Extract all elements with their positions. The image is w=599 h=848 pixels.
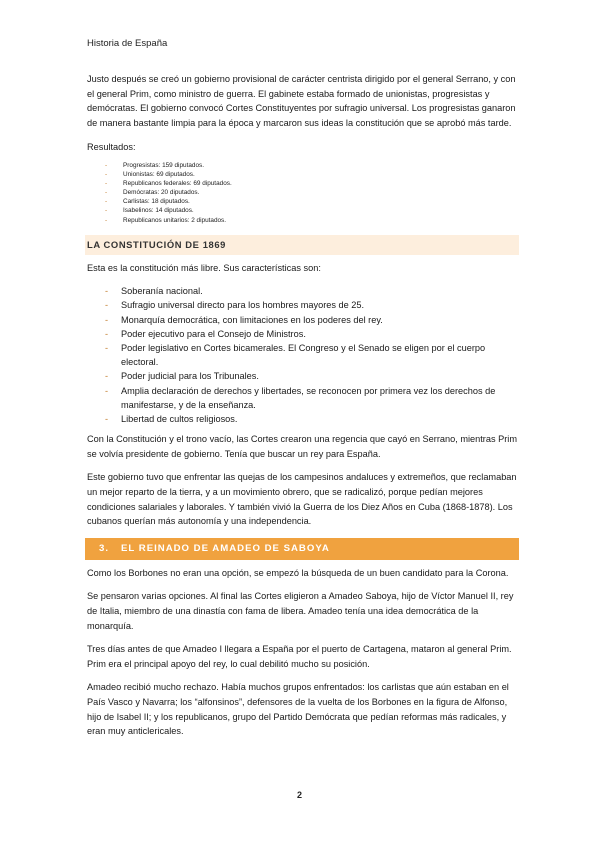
list-item: - Isabelinos: 14 diputados. [105,206,517,215]
list-item: - Demócratas: 20 diputados. [105,188,517,197]
list-item: - Poder ejecutivo para el Consejo de Ministros. [105,327,517,341]
page-content [87,72,517,748]
list-item: - Republicanos unitarios: 2 diputados. [105,216,517,225]
list-item: - Amplia declaración de derechos y libertades, se reconocen por primera vez los derechos de manifestarse, y de la enseñanza. [105,384,517,412]
section-title: EL REINADO DE AMADEO DE SABOYA [121,543,330,555]
list-item: - Libertad de cultos religiosos. [105,412,517,426]
paragraph: Como los Borbones no eran una opción, se empezó la búsqueda de un buen candidato para la Corona. [87,567,509,578]
paragraph: Se pensaron varias opciones. Al final las Cortes eligieron a Amadeo Saboya, hijo de Víctor Manuel II, rey de Italia, miembro de una dinastía con fama de libera. Amadeo tenía una idea democrática de la monarquía. [87,591,514,631]
section-title: LA CONSTITUCIÓN DE 1869 [87,239,226,251]
running-header: Historia de España [87,38,168,49]
section-number: 3. [99,543,110,555]
paragraph: Con la Constitución y el trono vacío, las Cortes crearon una regencia que cayó en Serrano, mientras Prim se volvía presidente de gobierno. Tenía que buscar un rey para España. [87,434,517,459]
list-item: - Progresistas: 159 diputados. [105,161,517,170]
list-item: - Monarquía democrática, con limitaciones en los poderes del rey. [105,313,517,327]
list-item: - Carlistas: 18 diputados. [105,197,517,206]
results-title: Resultados: [87,142,136,153]
section-heading-amadeo [85,538,519,560]
results-list [105,161,517,225]
list-item: - Poder judicial para los Tribunales. [105,369,517,383]
page-number: 2 [296,790,302,800]
list-item: - Sufragio universal directo para los hombres mayores de 25. [105,298,517,312]
list-item: - Republicanos federales: 69 diputados. [105,179,517,188]
characteristics-list [105,284,517,426]
paragraph: Este gobierno tuvo que enfrentar las quejas de los campesinos andaluces y extremeños, que reclamaban un mejor reparto de la tierra, y a un movimiento obrero, que se radicalizó, porque pedían mejores condiciones salariales y laborales. Y también vivió la Guerra de los Diez Años en Cuba (1868-1878). Los cubanos querían más autonomía y una independencia. [87,472,517,527]
list-item: - Poder legislativo en Cortes bicamerales. El Congreso y el Senado se eligen por el cuerpo electoral. [105,341,517,369]
section-lead: Esta es la constitución más libre. Sus características son: [87,262,321,273]
paragraph: Amadeo recibió mucho rechazo. Había muchos grupos enfrentados: los carlistas que aún estaban en el País Vasco y Navarra; los “alfonsinos”, defensores de la vuelta de los Borbones en la figura de Alfonso, hijo de Isabel II; y los republicanos, grupo del Partido Demócrata que pedían reformas más radicales, y eran muy anticlericales. [87,682,509,737]
section-heading-constitution [85,235,519,255]
list-item: - Unionistas: 69 diputados. [105,170,517,179]
paragraph: Tres días antes de que Amadeo I llegara a España por el puerto de Cartagena, mataron al general Prim. Prim era el principal apoyo del rey, lo cual debilitó mucho su posición. [87,644,512,669]
intro-paragraph: Justo después se creó un gobierno provisional de carácter centrista dirigido por el general Serrano, y con el general Prim, como ministro de guerra. El gabinete estaba formado de unionistas, progresistas y demócratas. El gobierno convocó Cortes Constituyentes por sufragio universal. Los progresistas ganaron de manera bastante limpia para la época y marcaron sus ideas la constitución que se aprobó más tarde. [87,74,516,128]
list-item: - Soberanía nacional. [105,284,517,298]
